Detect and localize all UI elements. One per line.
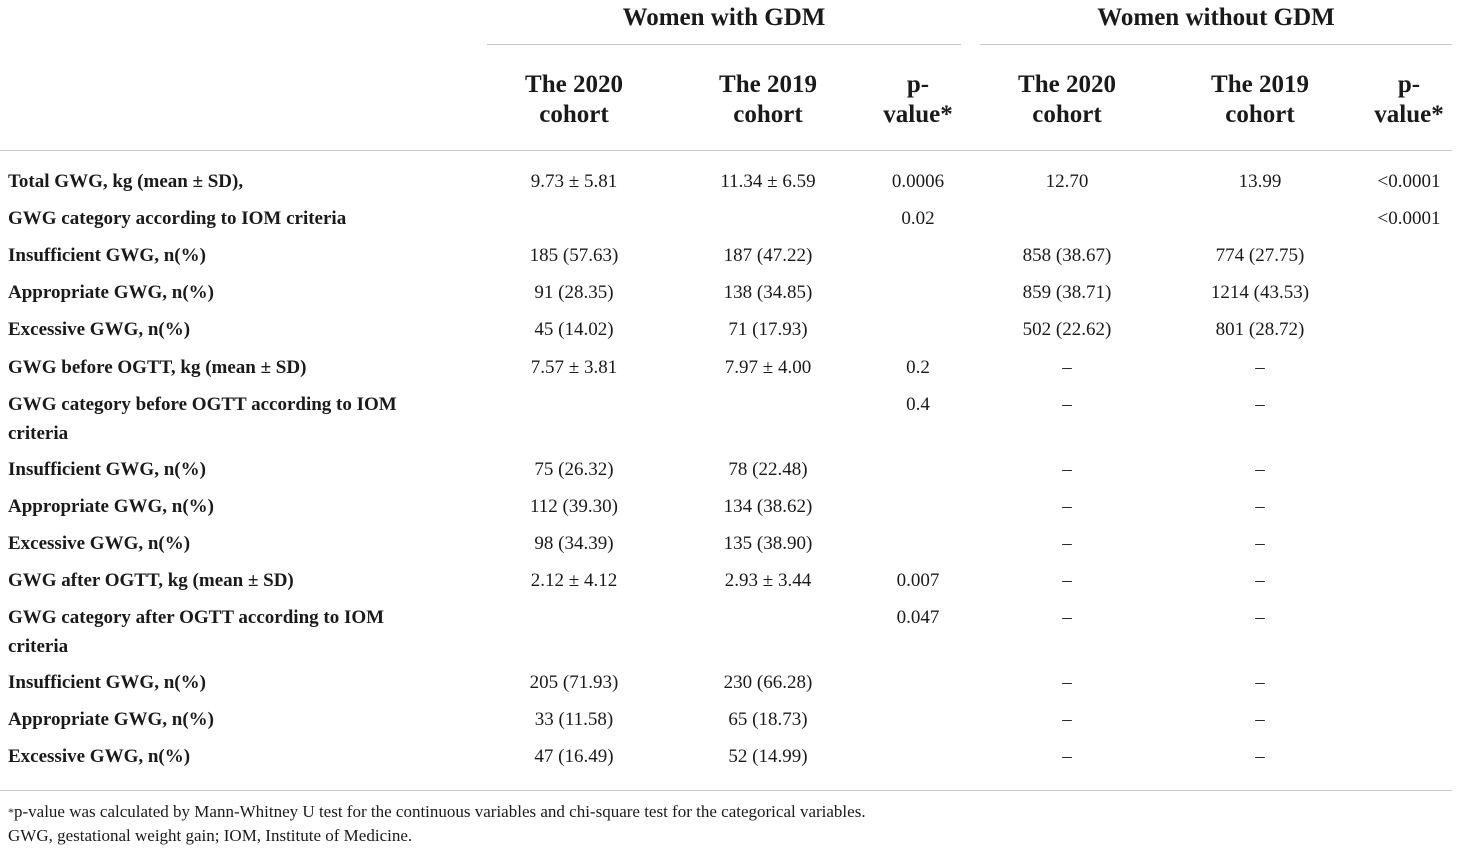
row-label: Excessive GWG, n(%): [8, 746, 191, 767]
row-label: GWG category after OGTT according to IOM criteria: [8, 607, 385, 657]
row-label: Insufficient GWG, n(%): [8, 245, 206, 266]
cell-gdm-pvalue: 0.02: [901, 208, 935, 229]
cell-nogdm-pvalue: <0.0001: [1377, 208, 1441, 229]
row-label: Insufficient GWG, n(%): [8, 459, 206, 480]
table-row: [0, 241, 1452, 278]
cell-nogdm-2019: 13.99: [1238, 171, 1282, 192]
table-row: [0, 315, 1452, 352]
col-header-gdm-2019: The 2019 cohort: [719, 71, 817, 128]
cell-nogdm-2020: –: [1062, 709, 1072, 730]
cell-gdm-2019: 138 (34.85): [723, 282, 813, 303]
cell-gdm-2020: 75 (26.32): [534, 459, 614, 480]
table-row: [0, 204, 1452, 241]
group-divider-no-gdm: [980, 44, 1452, 45]
cell-nogdm-2019: –: [1255, 459, 1265, 480]
table-row: [0, 492, 1452, 529]
cell-gdm-2019: 2.93 ± 3.44: [724, 570, 812, 591]
cell-nogdm-2020: –: [1062, 607, 1072, 628]
row-label: Excessive GWG, n(%): [8, 319, 191, 340]
cell-gdm-2020: 98 (34.39): [534, 533, 614, 554]
cell-nogdm-2019: –: [1255, 357, 1265, 378]
cell-nogdm-2020: 12.70: [1045, 171, 1089, 192]
table-row: [0, 455, 1452, 492]
cell-nogdm-2019: –: [1255, 607, 1265, 628]
group-header-gdm: Women with GDM: [622, 4, 826, 31]
table-row: [0, 278, 1452, 315]
table-row: [0, 742, 1452, 779]
footnote-pvalue: *p-value was calculated by Mann-Whitney U test for the continuous variables and chi-square test for the categorical variables.: [8, 802, 866, 821]
table-row: [0, 603, 1452, 669]
cell-nogdm-2020: –: [1062, 459, 1072, 480]
cell-nogdm-2020: 502 (22.62): [1022, 319, 1112, 340]
cell-gdm-2019: 52 (14.99): [728, 746, 808, 767]
row-label: GWG after OGTT, kg (mean ± SD): [8, 570, 294, 591]
cell-gdm-2020: 2.12 ± 4.12: [530, 570, 618, 591]
cell-nogdm-2020: –: [1062, 570, 1072, 591]
table-row: [0, 705, 1452, 742]
table-row: [0, 668, 1452, 705]
cell-gdm-2019: 230 (66.28): [723, 672, 813, 693]
cell-nogdm-2019: –: [1255, 746, 1265, 767]
cell-gdm-2019: 78 (22.48): [728, 459, 808, 480]
cell-gdm-pvalue: 0.0006: [891, 171, 945, 192]
cell-gdm-2020: 47 (16.49): [534, 746, 614, 767]
table-row: [0, 353, 1452, 390]
footnote-abbreviations: GWG, gestational weight gain; IOM, Institute of Medicine.: [8, 826, 413, 845]
row-label: GWG category before OGTT according to IOM criteria: [8, 394, 397, 444]
cell-gdm-pvalue: 0.4: [906, 394, 930, 415]
cell-nogdm-2020: –: [1062, 394, 1072, 415]
cell-nogdm-2020: –: [1062, 496, 1072, 517]
cell-gdm-2020: 33 (11.58): [534, 709, 614, 730]
cell-gdm-2019: 71 (17.93): [728, 319, 808, 340]
cell-gdm-2020: 45 (14.02): [534, 319, 614, 340]
cell-gdm-2019: 135 (38.90): [723, 533, 813, 554]
cell-nogdm-pvalue: <0.0001: [1377, 171, 1441, 192]
row-label: Insufficient GWG, n(%): [8, 672, 206, 693]
row-label: Appropriate GWG, n(%): [8, 496, 215, 517]
cell-gdm-2019: 65 (18.73): [728, 709, 808, 730]
cell-gdm-2020: 112 (39.30): [530, 496, 618, 517]
col-header-gdm-2020: The 2020 cohort: [525, 71, 623, 128]
cell-nogdm-2019: 774 (27.75): [1215, 245, 1305, 266]
cell-nogdm-2020: 858 (38.67): [1022, 245, 1112, 266]
table-bottom-rule: [0, 790, 1452, 791]
cell-gdm-2020: 91 (28.35): [534, 282, 614, 303]
table-row: [0, 566, 1452, 603]
cell-nogdm-2019: –: [1255, 570, 1265, 591]
cell-gdm-2020: 185 (57.63): [529, 245, 619, 266]
row-label: Appropriate GWG, n(%): [8, 282, 215, 303]
cell-nogdm-2019: –: [1255, 709, 1265, 730]
cell-gdm-pvalue: 0.007: [896, 570, 940, 591]
cell-gdm-2020: 9.73 ± 5.81: [530, 171, 618, 192]
group-divider-gdm: [487, 44, 961, 45]
row-label: Appropriate GWG, n(%): [8, 709, 215, 730]
cell-gdm-2020: 205 (71.93): [529, 672, 619, 693]
row-label: GWG before OGTT, kg (mean ± SD): [8, 357, 307, 378]
header-rule: [0, 150, 1452, 151]
cell-gdm-pvalue: 0.2: [906, 357, 930, 378]
cell-gdm-2019: 7.97 ± 4.00: [724, 357, 812, 378]
cell-gdm-2020: 7.57 ± 3.81: [530, 357, 618, 378]
cell-nogdm-2020: –: [1062, 746, 1072, 767]
cell-nogdm-2020: –: [1062, 357, 1072, 378]
col-header-nogdm-pvalue: p- value*: [1374, 71, 1444, 128]
cell-nogdm-2020: 859 (38.71): [1022, 282, 1112, 303]
row-label: Excessive GWG, n(%): [8, 533, 191, 554]
col-header-nogdm-2019: The 2019 cohort: [1211, 71, 1309, 128]
table-row: [0, 167, 1452, 204]
cell-nogdm-2019: –: [1255, 672, 1265, 693]
cell-gdm-2019: 187 (47.22): [723, 245, 813, 266]
cell-nogdm-2019: –: [1255, 496, 1265, 517]
cell-nogdm-2020: –: [1062, 533, 1072, 554]
row-label: Total GWG, kg (mean ± SD),: [8, 171, 244, 192]
table-row: [0, 390, 1452, 456]
cell-nogdm-2020: –: [1062, 672, 1072, 693]
group-header-no-gdm: Women without GDM: [1097, 4, 1335, 31]
cell-gdm-2019: 11.34 ± 6.59: [720, 171, 816, 192]
row-label: GWG category according to IOM criteria: [8, 208, 347, 229]
cell-gdm-2019: 134 (38.62): [723, 496, 813, 517]
cell-nogdm-2019: 801 (28.72): [1215, 319, 1305, 340]
cell-nogdm-2019: 1214 (43.53): [1210, 282, 1310, 303]
col-header-gdm-pvalue: p- value*: [883, 71, 953, 128]
cell-gdm-pvalue: 0.047: [896, 607, 940, 628]
table-row: [0, 529, 1452, 566]
col-header-nogdm-2020: The 2020 cohort: [1018, 71, 1116, 128]
cell-nogdm-2019: –: [1255, 394, 1265, 415]
cell-nogdm-2019: –: [1255, 533, 1265, 554]
